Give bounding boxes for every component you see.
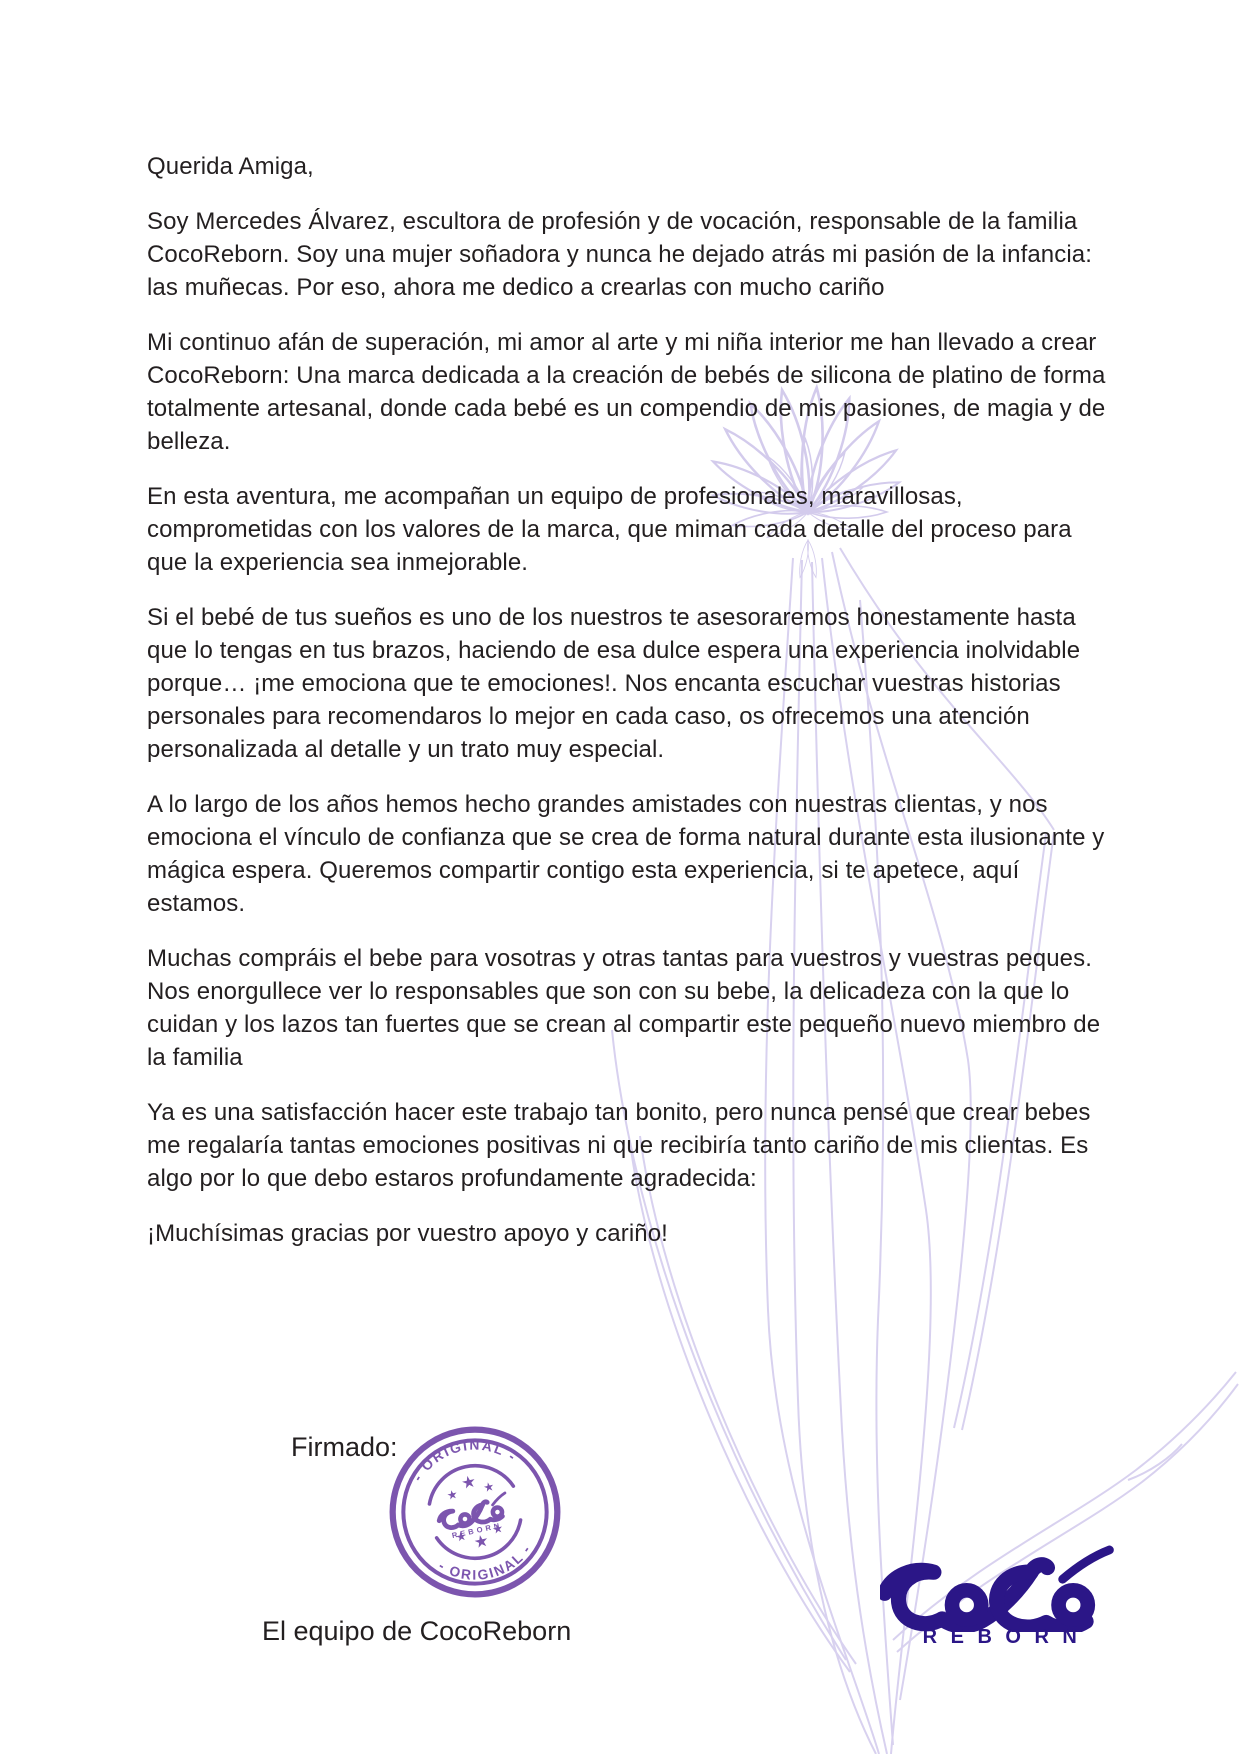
salutation: Querida Amiga, <box>147 153 314 180</box>
paragraph: Ya es una satisfacción hacer este trabajo tan bonito, pero nunca pensé que crear bebes me regalaría tantas emociones positivas ni que recibiría tanto cariño de mis clientas. Es algo por lo que debo estaros profundamente agradecida: <box>147 1099 1091 1192</box>
stamp-arc-top-text: - ORIGINAL - <box>409 1437 520 1484</box>
letter-body <box>147 150 1112 1250</box>
paragraph: A lo largo de los años hemos hecho grandes amistades con nuestras clientas, y nos emociona el vínculo de confianza que se crea de forma natural durante esta ilusionante y mágica espera. Queremos compartir contigo esta experiencia, si te apetece, aquí estamos. <box>147 791 1105 917</box>
original-stamp <box>386 1423 564 1601</box>
brand-logo <box>880 1544 1120 1649</box>
signature-team: El equipo de CocoReborn <box>262 1616 572 1646</box>
closing-line: ¡Muchísimas gracias por vuestro apoyo y cariño! <box>147 1220 668 1247</box>
coco-script-logo <box>880 1544 1120 1632</box>
paragraph: Muchas compráis el bebe para vosotras y otras tantas para vuestros y vuestras peques. Nos enorgullece ver lo responsables que son con su bebe, la delicadeza con la que lo cuidan y los lazos tan fuertes que se crean al compartir este pequeño nuevo miembro de la familia <box>147 945 1101 1071</box>
paragraph: Mi continuo afán de superación, mi amor al arte y mi niña interior me han llevado a crear CocoReborn: Una marca dedicada a la creación de bebés de silicona de platino de forma totalmente artesanal, donde cada bebé es un compendio de mis pasiones, de magia y de belleza. <box>147 329 1106 455</box>
signature-label: Firmado: <box>291 1432 398 1462</box>
stamp-arc-bottom-text: - ORIGINAL - <box>435 1541 535 1583</box>
reborn-wordmark: REBORN <box>922 1626 1091 1648</box>
stamp-reborn-text: REBORN <box>451 1520 504 1541</box>
paragraph: En esta aventura, me acompañan un equipo de profesionales, maravillosas, comprometidas con los valores de la marca, que miman cada detalle del proceso para que la experiencia sea inmejorable. <box>147 483 1072 576</box>
paragraph: Soy Mercedes Álvarez, escultora de profesión y de vocación, responsable de la familia CocoReborn. Soy una mujer soñadora y nunca he dejado atrás mi pasión de la infancia: las muñecas. Por eso, ahora me dedico a crearlas con mucho cariño <box>147 208 1092 301</box>
paragraph: Si el bebé de tus sueños es uno de los nuestros te asesoraremos honestamente hasta que lo tengas en tus brazos, haciendo de esa dulce espera una experiencia inolvidable porque… ¡me emociona que te emociones!. Nos encanta escuchar vuestras historias personales para recomendaros lo mejor en cada caso, os ofrecemos una atención personalizada al detalle y un trato muy especial. <box>147 604 1081 763</box>
